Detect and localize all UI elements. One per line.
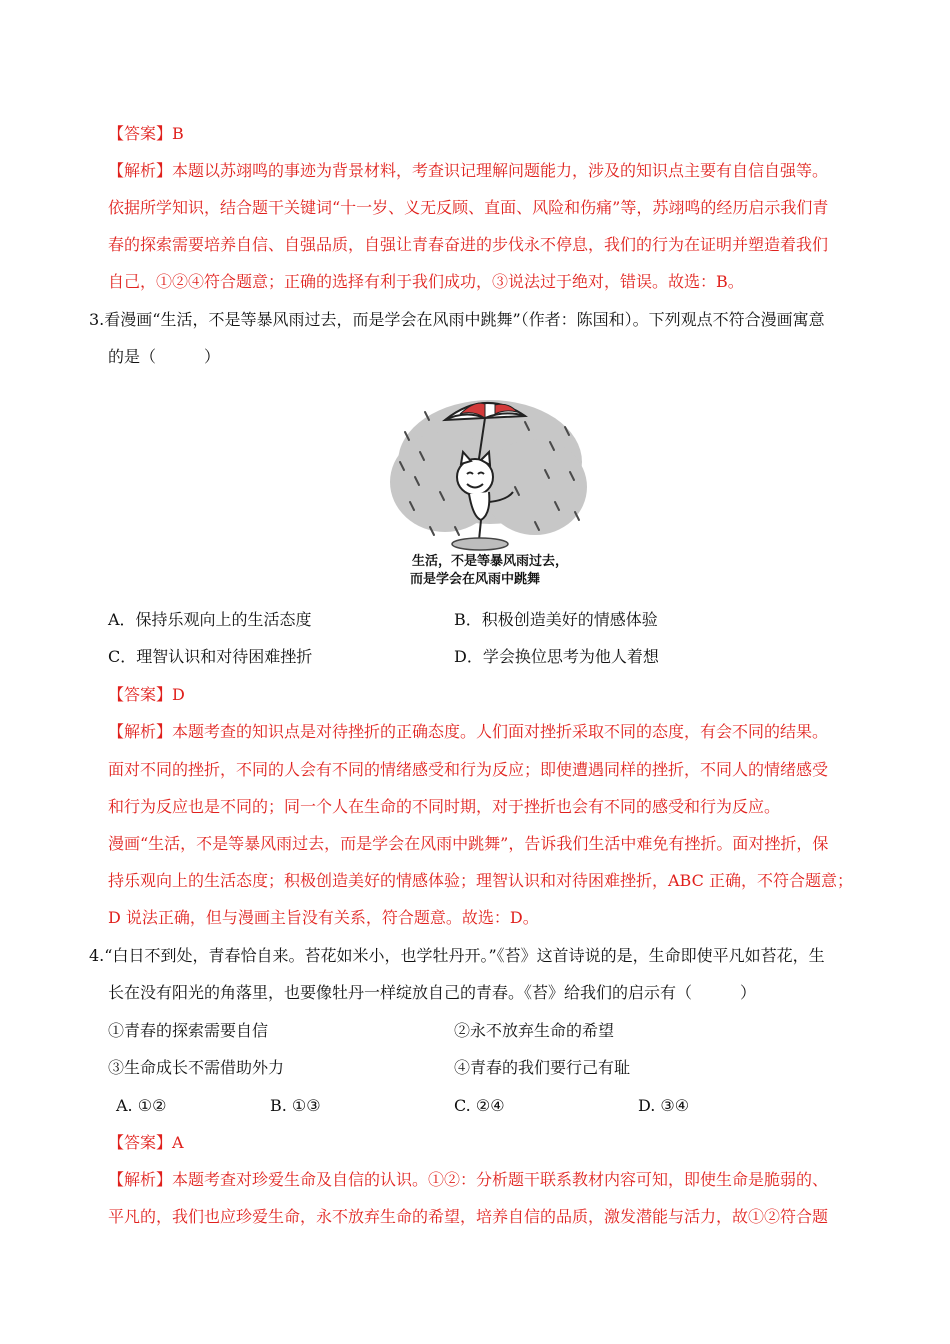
q3-answer-value: D — [172, 685, 185, 704]
q3-analysis-line: 【解析】本题考查的知识点是对待挫折的正确态度。人们面对挫折采取不同的态度，有会不同的结果。 — [108, 722, 829, 741]
q3-answer — [108, 685, 185, 705]
q4-analysis-line: 平凡的，我们也应珍爱生命，永不放弃生命的希望，培养自信的品质，激发潜能与活力，故①②符合题 — [108, 1207, 829, 1226]
q3-analysis-line: 面对不同的挫折，不同的人会有不同的情绪感受和行为反应；即使遭遇同样的挫折，不同人的情绪感受 — [108, 760, 829, 779]
q4-stem-line: 4.“白日不到处，青春恰自来。苔花如米小，也学牡丹开。”《苔》这首诗说的是，生命即使平凡如苔花，生 — [89, 946, 825, 965]
q4-option-a: A. ①② — [116, 1096, 167, 1115]
q2-analysis-line: 依据所学知识，结合题干关键词“十一岁、义无反顾、直面、风险和伤痛”等，苏翊鸣的经历启示我们青 — [108, 198, 829, 217]
q4-option-d: D. ③④ — [638, 1096, 690, 1115]
q2-analysis-line: 【解析】本题以苏翊鸣的事迹为背景材料，考查识记理解问题能力，涉及的知识点主要有自信自强等。 — [108, 161, 829, 180]
comic-drawing — [385, 392, 595, 588]
q2-answer-value: B — [172, 124, 184, 143]
q2-analysis-line: 春的探索需要培养自信、自强品质，自强让青春奋进的步伐永不停息，我们的行为在证明并塑造着我们 — [108, 235, 829, 254]
q3-option-a: A．保持乐观向上的生活态度 — [108, 610, 312, 629]
q3-analysis-line: 持乐观向上的生活态度；积极创造美好的情感体验；理智认识和对待困难挫折，ABC 正确，不符合题意； — [108, 871, 853, 890]
q3-option-b: B．积极创造美好的情感体验 — [454, 610, 658, 629]
q3-analysis-line: 漫画“生活，不是等暴风雨过去，而是学会在风雨中跳舞”，告诉我们生活中难免有挫折。面对挫折，保 — [108, 834, 829, 853]
q4-option-c: C. ②④ — [454, 1096, 505, 1115]
q3-analysis-line: 和行为反应也是不同的；同一个人在生命的不同时期，对于挫折也会有不同的感受和行为反应。 — [108, 797, 781, 816]
comic-illustration — [385, 392, 595, 588]
q4-option-b: B. ①③ — [270, 1096, 321, 1115]
q4-answer — [108, 1133, 184, 1153]
q3-stem-line: 3.看漫画“生活，不是等暴风雨过去，而是学会在风雨中跳舞”（作者：陈国和）。下列观点不符合漫画寓意 — [89, 310, 825, 329]
q4-answer-value: A — [172, 1133, 184, 1152]
q4-statement-3: ③生命成长不需借助外力 — [108, 1058, 285, 1077]
q3-answer-tag: 【答案】 — [108, 685, 173, 704]
q4-analysis-line: 【解析】本题考查对珍爱生命及自信的认识。①②：分析题干联系教材内容可知，即使生命是脆弱的、 — [108, 1170, 829, 1189]
q4-answer-tag: 【答案】 — [108, 1133, 173, 1152]
q4-statement-2: ②永不放弃生命的希望 — [454, 1021, 615, 1040]
q3-analysis-line: D 说法正确，但与漫画主旨没有关系，符合题意。故选：D。 — [108, 908, 539, 927]
q4-stem-line: 长在没有阳光的角落里，也要像牡丹一样绽放自己的青春。《苔》给我们的启示有（ ） — [108, 983, 757, 1002]
q2-analysis-line: 自己，①②④符合题意；正确的选择有利于我们成功，③说法过于绝对，错误。故选：B。 — [108, 272, 744, 291]
q4-statement-4: ④青春的我们要行己有耻 — [454, 1058, 631, 1077]
q3-option-d: D．学会换位思考为他人着想 — [454, 647, 659, 666]
q3-stem-line: 的是（ ） — [108, 347, 221, 366]
q3-option-c: C．理智认识和对待困难挫折 — [108, 647, 313, 666]
comic-caption-line-2: 而是学会在风雨中跳舞 — [409, 572, 541, 587]
q2-answer — [108, 124, 184, 144]
q4-statement-1: ①青春的探索需要自信 — [108, 1021, 269, 1040]
q2-answer-tag: 【答案】 — [108, 124, 173, 143]
comic-caption-line-1: 生活，不是等暴风雨过去， — [411, 554, 569, 569]
